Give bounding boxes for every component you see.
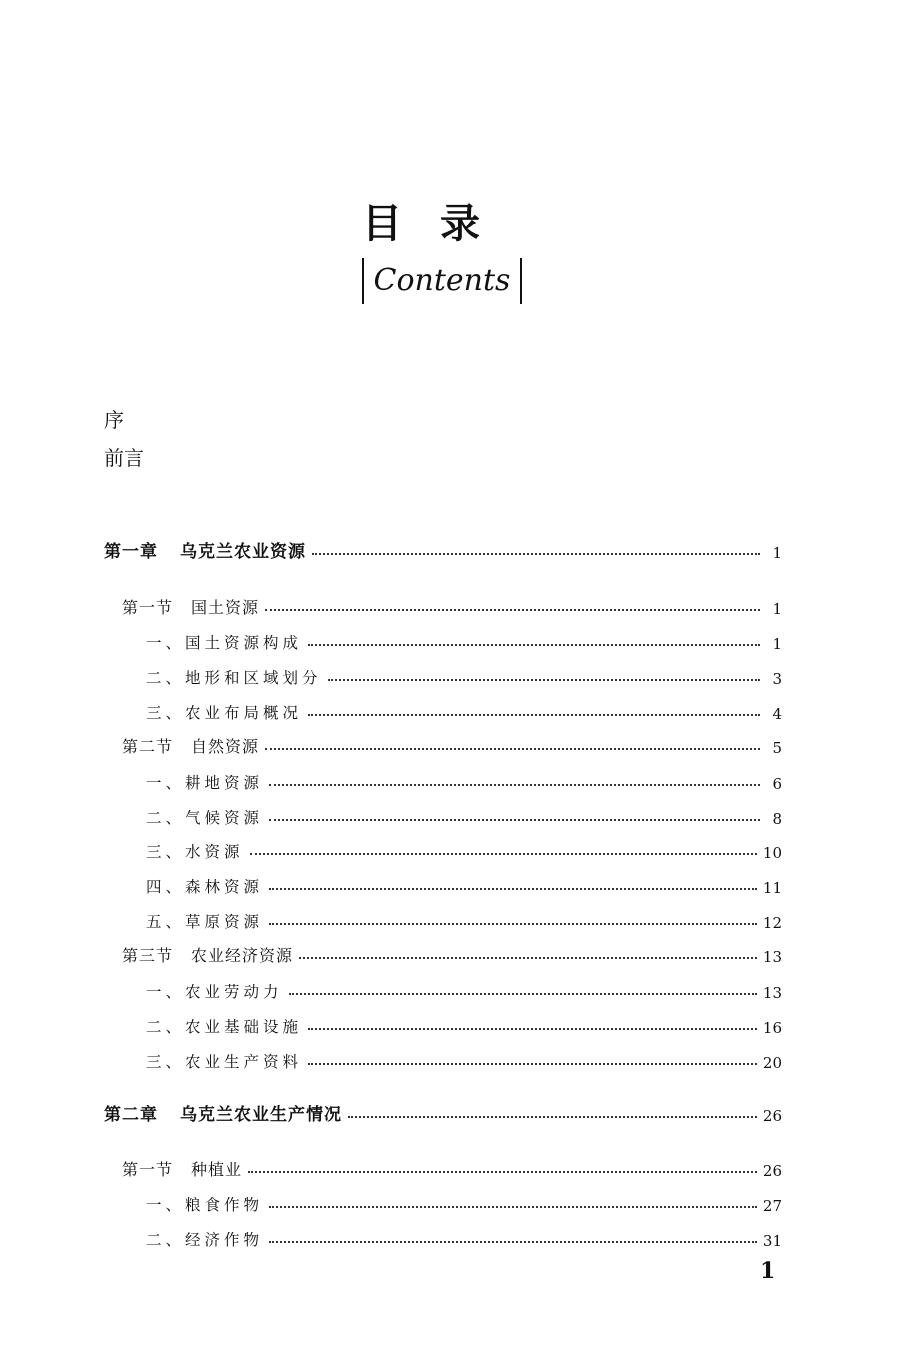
toc-section-row: [122, 938, 782, 966]
toc-entry-label: [146, 1050, 302, 1072]
toc-item-row: [146, 869, 782, 897]
toc-entry-label: [146, 701, 302, 723]
toc-entry-text: 农业经济资源: [191, 946, 294, 965]
toc-entry-text: 三、农业布局概况: [146, 704, 303, 722]
toc-item-row: [146, 695, 782, 723]
front-matter-foreword: 前言: [104, 446, 144, 470]
toc-entry-label: [146, 875, 263, 897]
dot-leader: [308, 643, 760, 646]
toc-item-row: [146, 1222, 782, 1250]
dot-leader: [269, 922, 757, 925]
toc-item-row: [146, 974, 782, 1002]
toc-entry-label: [122, 1157, 242, 1180]
page-number: 1: [760, 1258, 776, 1284]
toc-entry-label: [146, 1228, 263, 1250]
toc-section-row: [122, 1152, 782, 1180]
dot-leader: [308, 1027, 757, 1030]
dot-leader: [308, 713, 760, 716]
toc-entry-page: 1: [772, 600, 782, 618]
dot-leader: [269, 818, 760, 821]
dot-leader: [269, 783, 760, 786]
toc-item-row: [146, 625, 782, 653]
toc-entry-label: [146, 666, 322, 688]
toc-entry-label: [104, 1100, 342, 1125]
toc-entry-text: 自然资源: [191, 737, 260, 756]
toc-entry-text: 二、气候资源: [146, 809, 264, 827]
dot-leader: [312, 552, 760, 555]
toc-entry-label: [104, 537, 306, 562]
toc-entry-page: 4: [772, 705, 782, 723]
page-subtitle: Contents: [362, 258, 522, 304]
toc-entry-text: 一、粮食作物: [146, 1196, 264, 1214]
toc-item-row: [146, 800, 782, 828]
toc-entry-page: 16: [762, 1019, 782, 1037]
toc-entry-label: [146, 1015, 302, 1037]
toc-entry-text: 一、耕地资源: [146, 774, 264, 792]
toc-entry-page: 13: [762, 984, 782, 1002]
toc-entry-text: 一、国土资源构成: [146, 634, 303, 652]
toc-entry-page: 3: [772, 670, 782, 688]
toc-entry-page: 1: [772, 544, 782, 562]
toc-item-row: [146, 660, 782, 688]
toc-chapter-row: [104, 1097, 782, 1125]
toc-entry-text: 乌克兰农业生产情况: [180, 1105, 342, 1125]
toc-entry-label: [146, 631, 302, 653]
toc-entry-text: 乌克兰农业资源: [180, 542, 306, 562]
toc-entry-page: 5: [772, 739, 782, 757]
toc-entry-number: 第一节: [122, 598, 174, 617]
toc-entry-number: 第三节: [122, 946, 174, 965]
toc-entry-page: 10: [762, 844, 782, 862]
toc-entry-label: [146, 840, 244, 862]
toc-section-row: [122, 590, 782, 618]
dot-leader: [248, 1170, 757, 1173]
toc-entry-text: 种植业: [191, 1160, 243, 1179]
toc-chapter-row: [104, 534, 782, 562]
toc-entry-label: [122, 734, 259, 757]
toc-entry-page: 11: [762, 879, 782, 897]
toc-item-row: [146, 1009, 782, 1037]
toc-entry-text: 五、草原资源: [146, 913, 264, 931]
toc-entry-number: 第一节: [122, 1160, 174, 1179]
toc-entry-label: [146, 771, 263, 793]
dot-leader: [269, 1205, 757, 1208]
toc-entry-page: 20: [762, 1054, 782, 1072]
dot-leader: [269, 887, 757, 890]
toc-entry-label: [122, 595, 259, 618]
toc-entry-page: 27: [762, 1197, 782, 1215]
toc-entry-text: 国土资源: [191, 598, 260, 617]
dot-leader: [308, 1062, 757, 1065]
toc-entry-label: [146, 910, 263, 932]
toc-entry-text: 二、农业基础设施: [146, 1018, 303, 1036]
front-matter-preface: 序: [104, 408, 124, 432]
toc-entry-text: 一、农业劳动力: [146, 983, 283, 1001]
toc-entry-page: 6: [772, 775, 782, 793]
dot-leader: [269, 1240, 757, 1243]
dot-leader: [265, 747, 760, 750]
toc-section-row: [122, 729, 782, 757]
toc-entry-page: 13: [762, 948, 782, 966]
toc-entry-text: 三、农业生产资料: [146, 1053, 303, 1071]
toc-entry-text: 二、地形和区域划分: [146, 669, 322, 687]
toc-entry-text: 三、水资源: [146, 843, 244, 861]
toc-entry-number: 第二节: [122, 737, 174, 756]
toc-item-row: [146, 1187, 782, 1215]
dot-leader: [289, 992, 757, 995]
dot-leader: [328, 678, 760, 681]
toc-entry-label: [146, 806, 263, 828]
toc-entry-label: [122, 943, 293, 966]
toc-item-row: [146, 765, 782, 793]
toc-entry-page: 1: [772, 635, 782, 653]
toc-entry-page: 31: [762, 1232, 782, 1250]
toc-entry-label: [146, 1193, 263, 1215]
toc-item-row: [146, 834, 782, 862]
toc-entry-page: 26: [762, 1162, 782, 1180]
toc-entry-page: 26: [762, 1107, 782, 1125]
toc-entry-page: 8: [772, 810, 782, 828]
toc-item-row: [146, 1044, 782, 1072]
toc-entry-text: 四、森林资源: [146, 878, 264, 896]
dot-leader: [265, 608, 760, 611]
toc-item-row: [146, 904, 782, 932]
page-title: 目录: [362, 201, 518, 247]
toc-entry-page: 12: [762, 914, 782, 932]
toc-entry-number: 第二章: [104, 1105, 158, 1125]
dot-leader: [250, 852, 757, 855]
toc-entry-text: 二、经济作物: [146, 1231, 264, 1249]
dot-leader: [348, 1115, 757, 1118]
toc-entry-number: 第一章: [104, 542, 158, 562]
toc-entry-label: [146, 980, 283, 1002]
dot-leader: [299, 956, 757, 959]
